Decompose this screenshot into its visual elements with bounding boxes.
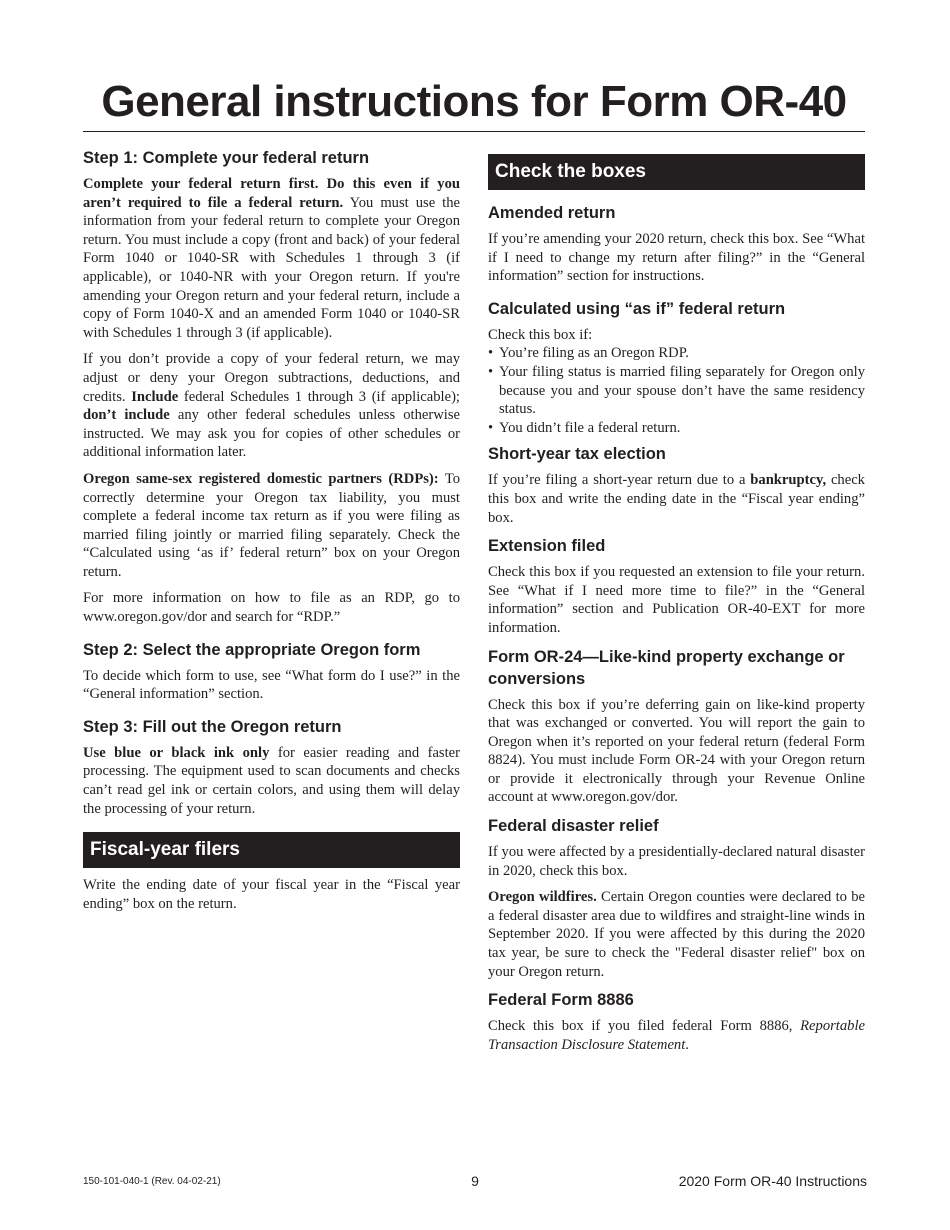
extension-paragraph: Check this box if you requested an extension to file your return. See “What if I need more time to file?” in the “General information” section and Publication OR-40-EXT for more information. [488,564,865,636]
step3-p1-text: for easier reading and faster processing. The equipment used to scan documents and checks can’t read gel ink or certain colors, and using them will delay the processing of your return. [83,744,461,817]
short-year-paragraph [488,471,865,527]
title-rule [83,131,865,132]
step3-p1-bold: Use blue or black ink only [83,744,270,761]
as-if-intro: Check this box if: [488,326,593,343]
step1-p1-bold: Complete your federal return first. Do this even if you aren’t required to file a federal return. [83,176,460,211]
step3-section [83,716,460,818]
amended-paragraph: If you’re amending your 2020 return, check this box. See “What if I need to change my return after filing?” in the “General information” section for instructions. [488,231,865,285]
fiscal-year-paragraph: Write the ending date of your fiscal year in the “Fiscal year ending” box on the return. [83,877,460,912]
step1-p2-a: If you don’t provide a copy of your federal return, we may adjust or deny your Oregon subtractions, deductions, and credits. [83,351,460,405]
form-8886-section [488,989,865,1054]
step1-paragraph-2 [83,350,460,462]
disaster-p2-bold: Oregon wildfires. [488,889,597,906]
form-8886-p1-a: Check this box if you filed federal Form 8886, [488,1018,801,1035]
list-item: • You didn’t file a federal return. [488,419,865,438]
disaster-p2-text: Certain Oregon counties were declared to be a federal disaster area due to wildfires and straight-line winds in September 2020. If you were affected by this during the 2020 tax year, be sure to check the "Federal disaster relief" box on your Oregon return. [488,889,865,980]
disaster-paragraph-2 [488,888,865,981]
list-item: • You’re filing as an Oregon RDP. [488,344,865,363]
footer-page-number: 9 [471,1173,479,1189]
step1-p3-bold: Oregon same-sex registered domestic partners (RDPs): [83,470,439,487]
as-if-heading: Calculated using “as if” federal return [488,299,786,318]
step1-p2-c: federal Schedules 1 through 3 (if applicable); [178,388,460,405]
short-year-p1-b: check this box and write the ending date in the “Fiscal year ending” box. [488,472,865,526]
page-title: General instructions for Form OR-40 [101,77,847,126]
or24-section [488,646,865,808]
form-8886-p1-italic: Reportable Transaction Disclosure Statement [488,1018,865,1053]
extension-heading: Extension filed [488,537,606,556]
step1-paragraph-4: For more information on how to file as an RDP, go to www.oregon.gov/dor and search for “RDP.” [83,590,460,626]
step1-section [83,147,460,627]
short-year-p1-a: If you’re filing a short-year return due to a [488,472,751,489]
footer-form-number: 150-101-040-1 (Rev. 04-02-21) [83,1176,221,1187]
disaster-heading: Federal disaster relief [488,817,659,836]
as-if-list [488,344,865,437]
footer-doc-title: 2020 Form OR-40 Instructions [678,1173,867,1189]
step2-section [83,639,460,704]
short-year-p1-bold: bankruptcy, [750,472,827,489]
short-year-section [488,443,865,527]
form-8886-p1-b: . [685,1036,689,1053]
step1-p2-include: Include [131,388,179,405]
disaster-section [488,815,865,981]
step1-p2-e: any other federal schedules unless otherwise instructed. We may ask you for copies of other schedules or additional information later. [83,407,460,461]
step1-heading: Step 1: Complete your federal return [83,149,370,167]
fiscal-year-banner: Fiscal-year filers [83,832,460,868]
step2-heading: Step 2: Select the appropriate Oregon form [83,640,421,659]
or24-paragraph: Check this box if you’re deferring gain on like-kind property that was exchanged or converted. You will report the gain to Oregon when it’s reported on your federal return (federal Form 8824). You must include Form OR-24 with your Oregon return or provide it electronically through your Revenue Online account at www.oregon.gov/dor. [488,696,865,806]
fiscal-year-section [83,832,460,913]
step1-paragraph-1 [83,175,460,342]
list-item: • Your filing status is married filing separately for Oregon only because you and your spouse don’t have the same residency status. [488,363,865,419]
left-column [83,147,460,921]
amended-heading: Amended return [488,204,616,222]
step1-paragraph-3 [83,470,460,582]
short-year-heading: Short-year tax election [488,445,666,464]
step1-p1-text: You must use the information from your federal return to complete your Oregon return. You must include a copy (front and back) of your federal Form 1040 or 1040-SR with Schedules 1 through 3 (if applicable), or 1040-NR with your Oregon return. If you're amending your Oregon return and your federal return, include a copy of Form 1040-X and an amended Form 1040 or 1040-SR with Schedules 1 through 3 (if applicable). [83,194,461,341]
step1-p3-text: To correctly determine your Oregon tax liability, you must complete a federal income tax return as if you were filing as married filing jointly or married filing separately. Check the “Calculated using ‘as if’ federal return” box on your Oregon return. [83,470,461,580]
check-boxes-banner: Check the boxes [488,154,865,190]
as-if-section [488,298,865,438]
form-8886-heading: Federal Form 8886 [488,991,634,1010]
extension-section [488,535,865,637]
step2-paragraph: To decide which form to use, see “What form do I use?” in the “General information” section. [83,667,460,703]
form-8886-paragraph [488,1017,865,1054]
step3-heading: Step 3: Fill out the Oregon return [83,717,342,736]
step3-paragraph [83,744,460,818]
right-column [488,147,865,1062]
step1-p2-dont-include: don’t include [83,407,170,424]
amended-section [488,202,865,286]
or24-heading: Form OR-24—Like-kind property exchange or conversions [488,647,845,688]
disaster-paragraph-1: If you were affected by a presidentially-declared natural disaster in 2020, check this box. [488,844,865,879]
